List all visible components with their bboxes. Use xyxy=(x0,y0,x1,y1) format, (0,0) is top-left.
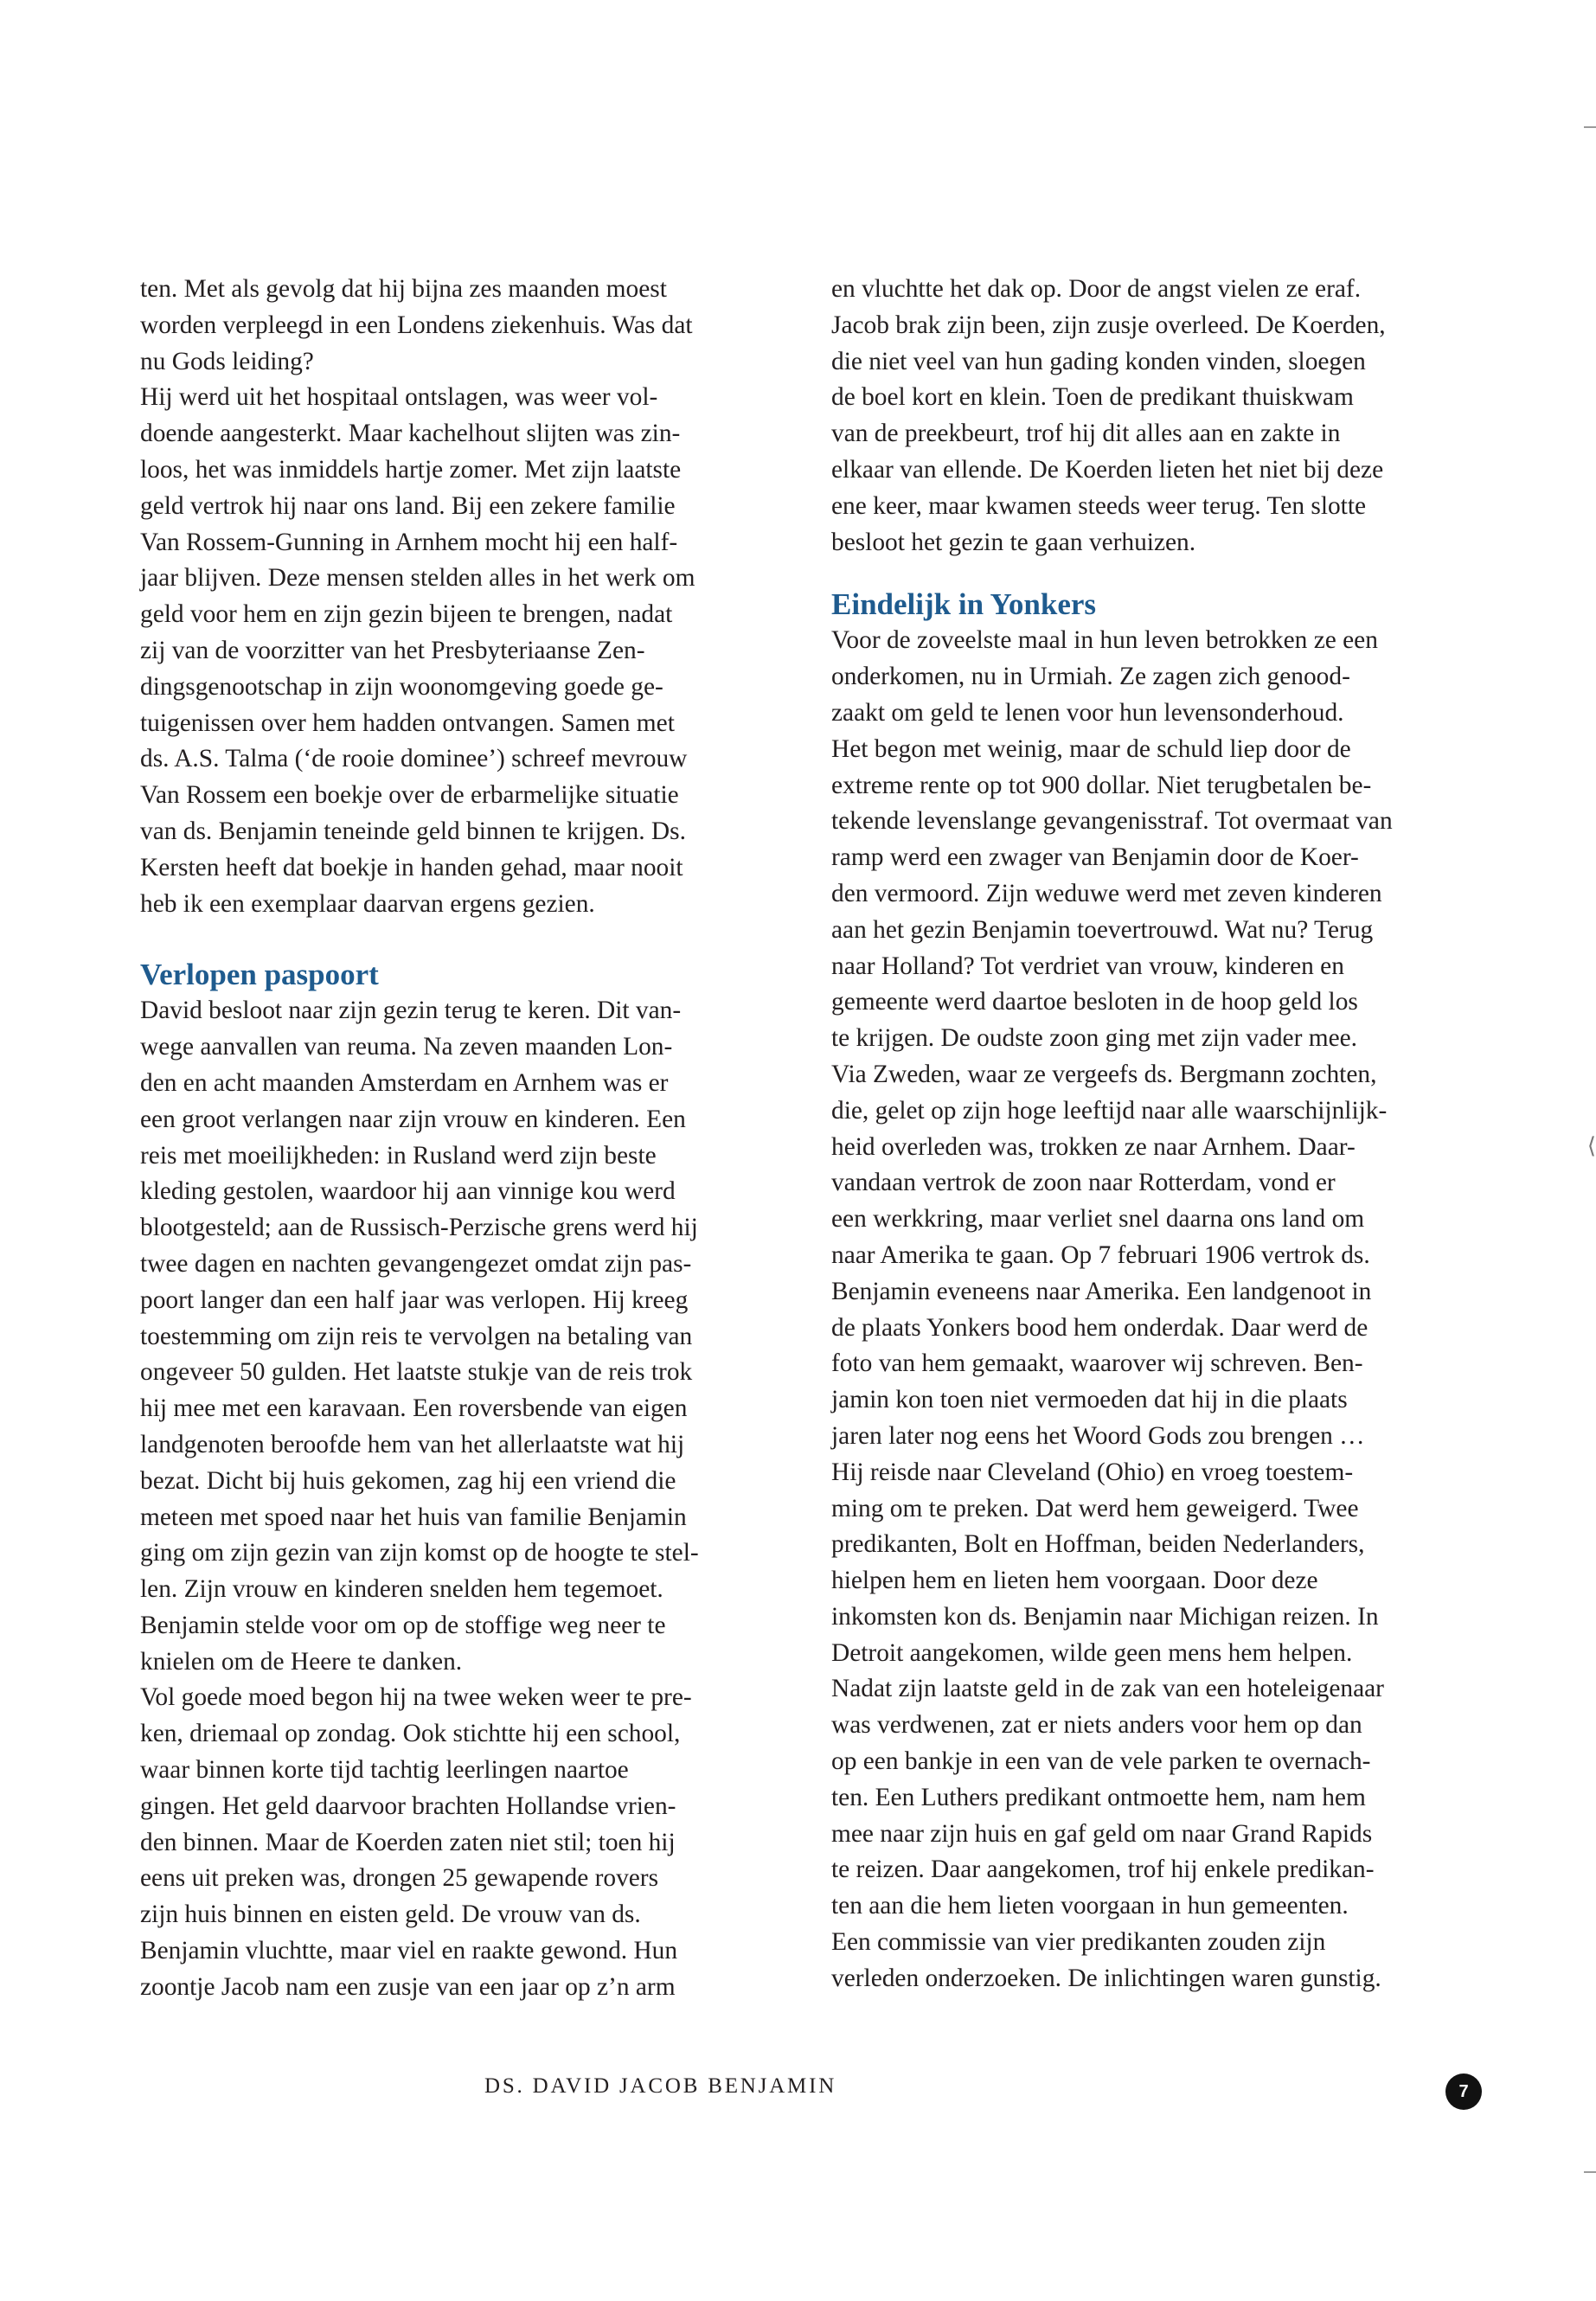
text-line: ramp werd een zwager van Benjamin door de Koer- xyxy=(831,843,1359,872)
text-line: Een commissie van vier predikanten zouden zijn xyxy=(831,1928,1326,1957)
text-line: inkomsten kon ds. Benjamin naar Michigan reizen. In xyxy=(831,1602,1379,1631)
registration-mark-icon: ⟨ xyxy=(1586,1133,1596,1159)
text-line: knielen om de Heere te danken. xyxy=(140,1647,463,1676)
running-footer-title: DS. DAVID JACOB BENJAMIN xyxy=(484,2074,837,2098)
text-line: den vermoord. Zijn weduwe werd met zeven kinderen xyxy=(831,879,1382,907)
text-line: Via Zweden, waar ze vergeefs ds. Bergmann zochten, xyxy=(831,1060,1377,1088)
text-line: gemeente werd daartoe besloten in de hoop geld los xyxy=(831,988,1358,1016)
text-line: extreme rente op tot 900 dollar. Niet terugbetalen be- xyxy=(831,771,1372,799)
text-line: poort langer dan een half jaar was verlopen. Hij kreeg xyxy=(140,1285,689,1314)
text-line: landgenoten beroofde hem van het allerlaatste wat hij xyxy=(140,1430,685,1458)
text-line: reis met moeilijkheden: in Rusland werd zijn beste xyxy=(140,1141,657,1170)
text-line: zoontje Jacob nam een zusje van een jaar op z’n arm xyxy=(140,1972,676,2001)
text-line: bezat. Dicht bij huis gekomen, zag hij een vriend die xyxy=(140,1466,676,1495)
text-line: die, gelet op zijn hoge leeftijd naar alle waarschijnlijk- xyxy=(831,1096,1388,1125)
text-line: tekende levenslange gevangenisstraf. Tot overmaat van xyxy=(831,807,1393,836)
left-paragraph-2 xyxy=(140,380,798,922)
text-line: vandaan vertrok de zoon naar Rotterdam, vond er xyxy=(831,1169,1336,1197)
left-paragraph-4 xyxy=(140,1680,798,2005)
right-column xyxy=(831,272,1489,1997)
page-number-badge: 7 xyxy=(1445,2073,1482,2110)
text-line: ten. Een Luthers predikant ontmoette hem, nam hem xyxy=(831,1783,1366,1811)
text-line: Kersten heeft dat boekje in handen gehad, maar nooit xyxy=(140,853,683,881)
text-line: den binnen. Maar de Koerden zaten niet stil; toen hij xyxy=(140,1828,676,1856)
text-line: een groot verlangen naar zijn vrouw en kinderen. Een xyxy=(140,1105,686,1133)
text-line: Vol goede moed begon hij na twee weken weer te pre- xyxy=(140,1683,692,1712)
section-heading-eindelijk-in-yonkers: Eindelijk in Yonkers xyxy=(831,587,1097,622)
text-line: Benjamin vluchtte, maar viel en raakte gewond. Hun xyxy=(140,1937,678,1965)
crop-mark-bottom xyxy=(1584,2171,1596,2173)
text-line: twee dagen en nachten gevangengezet omdat zijn pas- xyxy=(140,1249,692,1278)
text-line: waar binnen korte tijd tachtig leerlingen naartoe xyxy=(140,1756,629,1785)
text-line: hielpen hem en lieten hem voorgaan. Door deze xyxy=(831,1567,1318,1595)
text-line: zaakt om geld te lenen voor hun levensonderhoud. xyxy=(831,698,1344,727)
text-line: ene keer, maar kwamen steeds weer terug. Ten slotte xyxy=(831,491,1367,520)
text-line: eens uit preken was, drongen 25 gewapende rovers xyxy=(140,1864,659,1893)
left-paragraph-3 xyxy=(140,993,798,1680)
text-line: Benjamin eveneens naar Amerika. Een landgenoot in xyxy=(831,1277,1372,1305)
text-line: Benjamin stelde voor om op de stoffige weg neer te xyxy=(140,1611,666,1639)
text-line: was verdwenen, zat er niets anders voor hem op dan xyxy=(831,1711,1362,1740)
text-line: jaar blijven. Deze mensen stelden alles in het werk om xyxy=(140,564,695,593)
text-line: doende aangesterkt. Maar kachelhout slijten was zin- xyxy=(140,420,681,448)
text-line: Het begon met weinig, maar de schuld liep door de xyxy=(831,734,1351,763)
text-line: van ds. Benjamin teneinde geld binnen te krijgen. Ds. xyxy=(140,817,686,845)
text-line: ds. A.S. Talma (‘de rooie dominee’) schreef mevrouw xyxy=(140,745,688,773)
section-heading-verlopen-paspoort: Verlopen paspoort xyxy=(140,958,379,992)
text-line: ten. Met als gevolg dat hij bijna zes maanden moest xyxy=(140,275,667,303)
text-line: kleding gestolen, waardoor hij aan vinnige kou werd xyxy=(140,1177,676,1206)
text-line: geld voor hem en zijn gezin bijeen te brengen, nadat xyxy=(140,600,673,629)
text-line: David besloot naar zijn gezin terug te keren. Dit van- xyxy=(140,997,682,1025)
text-line: heb ik een exemplaar daarvan ergens gezien. xyxy=(140,889,595,918)
text-line: heid overleden was, trokken ze naar Arnhem. Daar- xyxy=(831,1132,1356,1161)
text-line: wege aanvallen van reuma. Na zeven maanden Lon- xyxy=(140,1033,673,1061)
text-line: en vluchtte het dak op. Door de angst vielen ze eraf. xyxy=(831,275,1362,303)
text-line: hij mee met een karavaan. Een roversbende van eigen xyxy=(140,1394,688,1423)
text-line: blootgesteld; aan de Russisch-Perzische grens werd hij xyxy=(140,1214,698,1242)
text-line: naar Amerika te gaan. Op 7 februari 1906 vertrok ds. xyxy=(831,1240,1370,1269)
text-line: naar Holland? Tot verdriet van vrouw, kinderen en xyxy=(831,952,1344,980)
text-line: ten aan die hem lieten voorgaan in hun gemeenten. xyxy=(831,1892,1349,1920)
text-line: zijn huis binnen en eisten geld. De vrouw van ds. xyxy=(140,1900,641,1929)
text-line: geld vertrok hij naar ons land. Bij een zekere familie xyxy=(140,491,676,520)
text-line: ming om te preken. Dat werd hem geweigerd. Twee xyxy=(831,1494,1359,1522)
text-line: Voor de zoveelste maal in hun leven betrokken ze een xyxy=(831,626,1378,655)
crop-mark-top xyxy=(1584,126,1596,128)
text-line: tuigenissen over hem hadden ontvangen. Samen met xyxy=(140,708,675,737)
text-line: de boel kort en klein. Toen de predikant thuiskwam xyxy=(831,383,1354,412)
text-line: Nadat zijn laatste geld in de zak van een hoteleigenaar xyxy=(831,1675,1384,1703)
text-line: besloot het gezin te gaan verhuizen. xyxy=(831,528,1196,556)
text-line: Hij werd uit het hospitaal ontslagen, was weer vol- xyxy=(140,383,658,412)
text-line: onderkomen, nu in Urmiah. Ze zagen zich genood- xyxy=(831,663,1350,691)
text-line: predikanten, Bolt en Hoffman, beiden Nederlanders, xyxy=(831,1530,1365,1559)
text-line: ging om zijn gezin van zijn komst op de hoogte te stel- xyxy=(140,1539,699,1567)
text-line: ken, driemaal op zondag. Ook stichtte hij een school, xyxy=(140,1720,681,1748)
text-line: Van Rossem een boekje over de erbarmelijke situatie xyxy=(140,781,679,810)
text-line: den en acht maanden Amsterdam en Arnhem was er xyxy=(140,1068,669,1097)
text-line: jaren later nog eens het Woord Gods zou brengen … xyxy=(831,1421,1365,1450)
text-line: te reizen. Daar aangekomen, trof hij enkele predikan- xyxy=(831,1856,1375,1884)
text-line: van de preekbeurt, trof hij dit alles aan en zakte in xyxy=(831,420,1341,448)
text-line: verleden onderzoeken. De inlichtingen waren gunstig. xyxy=(831,1964,1381,1992)
text-line: te krijgen. De oudste zoon ging met zijn vader mee. xyxy=(831,1024,1358,1053)
right-paragraph-1 xyxy=(831,272,1489,561)
text-line: meteen met spoed naar het huis van familie Benjamin xyxy=(140,1503,687,1531)
text-line: worden verpleegd in een Londens ziekenhuis. Was dat xyxy=(140,311,693,339)
text-line: Van Rossem-Gunning in Arnhem mocht hij een half- xyxy=(140,528,678,556)
text-line: loos, het was inmiddels hartje zomer. Met zijn laatste xyxy=(140,455,682,484)
text-line: mee naar zijn huis en gaf geld om naar Grand Rapids xyxy=(831,1819,1373,1848)
text-line: die niet veel van hun gading konden vinden, sloegen xyxy=(831,347,1366,375)
text-line: Jacob brak zijn been, zijn zusje overleed. De Koerden, xyxy=(831,311,1386,339)
text-line: jamin kon toen niet vermoeden dat hij in die plaats xyxy=(831,1386,1348,1414)
text-line: een werkkring, maar verliet snel daarna ons land om xyxy=(831,1205,1365,1234)
text-line: Hij reisde naar Cleveland (Ohio) en vroeg toestem- xyxy=(831,1458,1354,1486)
text-line: Detroit aangekomen, wilde geen mens hem helpen. xyxy=(831,1638,1353,1667)
text-line: foto van hem gemaakt, waarover wij schreven. Ben- xyxy=(831,1349,1363,1378)
text-line: len. Zijn vrouw en kinderen snelden hem tegemoet. xyxy=(140,1575,663,1604)
left-column xyxy=(140,272,798,2006)
text-line: op een bankje in een van de vele parken te overnach- xyxy=(831,1747,1371,1776)
text-line: elkaar van ellende. De Koerden lieten het niet bij deze xyxy=(831,455,1384,484)
text-line: dingsgenootschap in zijn woonomgeving goede ge- xyxy=(140,672,663,701)
left-paragraph-1 xyxy=(140,272,798,380)
text-line: ongeveer 50 gulden. Het laatste stukje van de reis trok xyxy=(140,1358,693,1387)
text-line: nu Gods leiding? xyxy=(140,347,314,375)
text-line: toestemming om zijn reis te vervolgen na betaling van xyxy=(140,1322,693,1350)
text-line: de plaats Yonkers bood hem onderdak. Daar werd de xyxy=(831,1313,1368,1342)
text-line: zij van de voorzitter van het Presbyteriaanse Zen- xyxy=(140,636,645,664)
text-line: aan het gezin Benjamin toevertrouwd. Wat nu? Terug xyxy=(831,915,1374,944)
right-paragraph-2 xyxy=(831,623,1489,1997)
text-line: gingen. Het geld daarvoor brachten Hollandse vrien- xyxy=(140,1791,676,1820)
